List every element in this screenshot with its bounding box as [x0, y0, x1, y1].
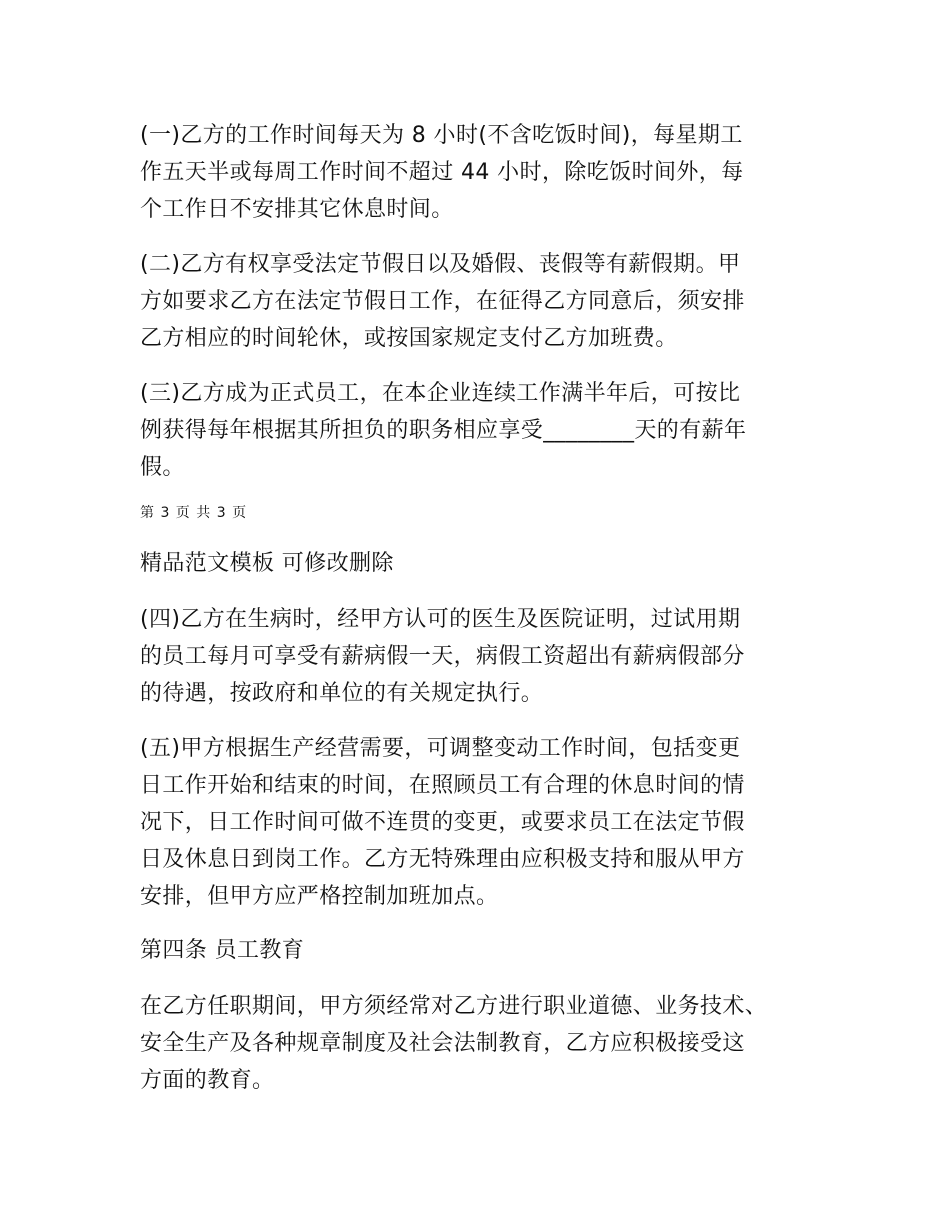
paragraph-line: 方面的教育。 — [140, 1068, 275, 1093]
paragraph-line: 例获得每年根据其所担负的职务相应享受________天的有薪年 — [140, 418, 747, 443]
paragraph-line: 日工作开始和结束的时间，在照顾员工有合理的休息时间的情 — [140, 773, 745, 798]
paragraph-line: 乙方相应的时间轮休，或按国家规定支付乙方加班费。 — [140, 326, 678, 351]
paragraph-line: 安全生产及各种规章制度及社会法制教育，乙方应积极接受这 — [140, 1031, 745, 1056]
paragraph-line: 况下，日工作时间可做不连贯的变更，或要求员工在法定节假 — [140, 810, 745, 835]
paragraph-line: (三)乙方成为正式员工，在本企业连续工作满半年后，可按比 — [140, 381, 741, 406]
paragraph-line: 假。 — [140, 455, 185, 480]
paragraph-line: (一)乙方的工作时间每天为 8 小时(不含吃饭时间)，每星期工 — [140, 123, 743, 148]
clause-4-paragraph — [140, 601, 808, 712]
paragraph-line: 在乙方任职期间，甲方须经常对乙方进行职业道德、业务技术、 — [140, 994, 768, 1019]
paragraph-line: 安排，但甲方应严格控制加班加点。 — [140, 884, 499, 909]
page-indicator: 第 3 页 共 3 页 — [140, 505, 248, 521]
clause-1-paragraph — [140, 117, 808, 228]
clause-3-paragraph — [140, 375, 808, 486]
paragraph-line: (五)甲方根据生产经营需要，可调整变动工作时间，包括变更 — [140, 736, 741, 761]
paragraph-line: (四)乙方在生病时，经甲方认可的医生及医院证明，过试用期 — [140, 607, 741, 632]
paragraph-line: 的员工每月可享受有薪病假一天，病假工资超出有薪病假部分 — [140, 644, 745, 669]
section-heading: 第四条 员工教育 — [140, 938, 305, 963]
clause-5-paragraph — [140, 730, 808, 915]
paragraph-line: 方如要求乙方在法定节假日工作，在征得乙方同意后，须安排 — [140, 289, 745, 314]
paragraph-line: 日及休息日到岗工作。乙方无特殊理由应积极支持和服从甲方 — [140, 847, 745, 872]
paragraph-line: 的待遇，按政府和单位的有关规定执行。 — [140, 681, 544, 706]
article-4-heading — [140, 932, 808, 969]
template-banner: 精品范文模板 可修改删除 — [140, 551, 394, 576]
article-4-body — [140, 988, 808, 1099]
clause-2-paragraph — [140, 246, 808, 357]
paragraph-line: (二)乙方有权享受法定节假日以及婚假、丧假等有薪假期。甲 — [140, 252, 741, 277]
paragraph-line: 个工作日不安排其它休息时间。 — [140, 197, 454, 222]
paragraph-line: 作五天半或每周工作时间不超过 44 小时，除吃饭时间外，每 — [140, 160, 744, 185]
